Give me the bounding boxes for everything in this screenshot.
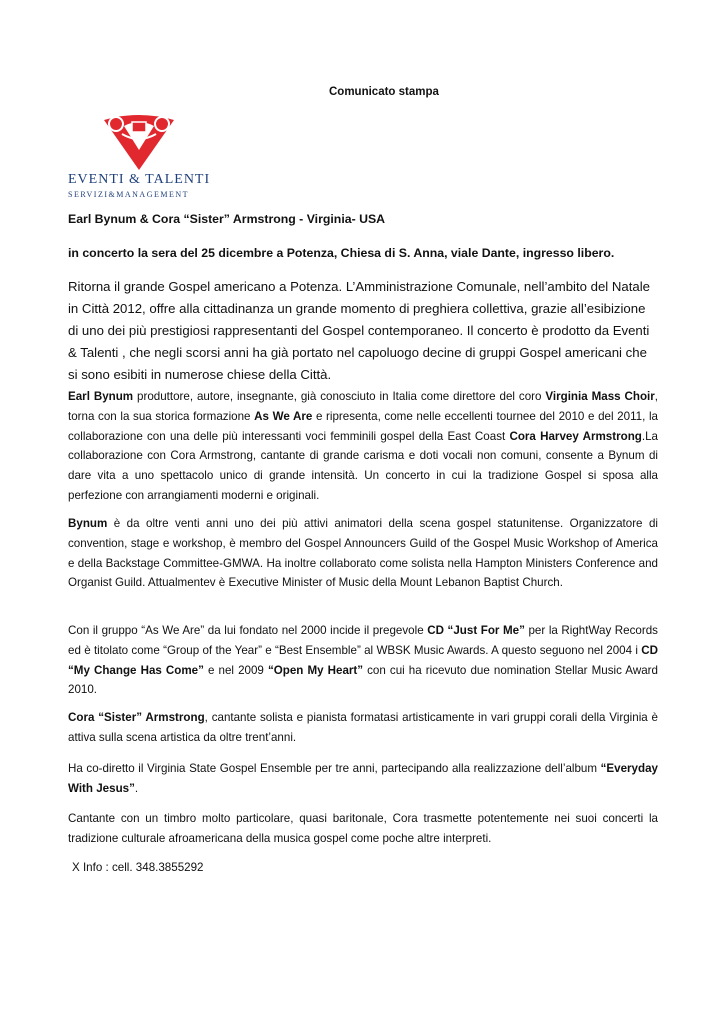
p1-bold-1: Earl Bynum: [68, 390, 134, 403]
logo-line2: SERVIZI&MANAGEMENT: [68, 190, 190, 199]
p3-text-4: con cui ha ricevuto due nomination Stellar Music Award 2010.: [68, 663, 658, 697]
p1-text-4: .La collaborazione con Cora Armstrong, cantante di grande carisma e doti vocali non comuni, consente a Bynum di dare vita a uno spettacolo unico di grande intensità. Un concerto in cui la tradizione Gospel si sposa alla perfezione con arrangiamenti moderni e originali.: [68, 429, 658, 502]
paragraph-2: [68, 514, 658, 593]
logo-mark-icon: [94, 112, 184, 174]
p1-text-1: produttore, autore, insegnante, già conosciuto in Italia come direttore del coro: [133, 390, 546, 403]
title-line1: Earl Bynum & Cora “Sister” Armstrong - Virginia- USA: [68, 212, 386, 226]
p3-bold-1: CD “Just For Me”: [427, 624, 525, 637]
paragraph-6: Cantante con un timbro molto particolare, quasi baritonale, Cora trasmette potentemente nei suoi concerti la tradizione culturale afroamericana della musica gospel come poche altre interpreti.: [68, 812, 658, 845]
eventi-talenti-logo: [68, 112, 218, 202]
p5-bold-1: “Everyday With Jesus”: [68, 762, 658, 795]
p1-text-2: , torna con la sua storica formazione: [68, 390, 658, 423]
document-header: Comunicato stampa: [329, 86, 439, 98]
p4-bold-1: Cora “Sister” Armstrong: [68, 711, 205, 724]
p3-text-1: Con il gruppo “As We Are” da lui fondato nel 2000 incide il pregevole: [68, 624, 428, 637]
p1-bold-3: As We Are: [254, 409, 313, 423]
p2-bold-1: Bynum: [68, 517, 108, 530]
p5-text-2: .: [134, 781, 139, 795]
p3-text-3: e nel 2009: [203, 663, 268, 677]
p3-text-2: per la RightWay Records ed è titolato come “Group of the Year” e “Best Ensemble” al WBSK Music Awards. A questo seguono nel 2004 i: [68, 624, 658, 657]
p2-text-1: è da oltre venti anni uno dei più attivi animatori della scena gospel statunitense. Organizzatore di convention, stage e workshop, è membro del Gospel Announcers Guild of the Gospel Music Workshop of America e della Backstage Committee-GMWA. Ha inoltre collaborato come solista nella Hampton Ministers Conference and Organist Guild. Attualmentev è Executive Minister of Music della Mount Lebanon Baptist Church.: [68, 517, 658, 590]
p1-bold-4: Cora Harvey Armstrong: [509, 429, 642, 443]
paragraph-1: [68, 387, 658, 506]
logo-line1: EVENTI & TALENTI: [68, 172, 211, 187]
p1-text-3: e ripresenta, come nelle eccellenti tournee del 2010 e del 2011, la collaborazione con una delle più interessanti voci femminili gospel della East Coast: [68, 409, 658, 443]
contact-info: X Info : cell. 348.3855292: [72, 861, 204, 874]
title-line2: in concerto la sera del 25 dicembre a Potenza, Chiesa di S. Anna, viale Dante, ingresso libero.: [68, 246, 615, 260]
p1-bold-2: Virginia Mass Choir: [545, 390, 655, 403]
paragraph-4: [68, 708, 658, 748]
p3-bold-3: “Open My Heart”: [267, 663, 364, 677]
lead-paragraph: Ritorna il grande Gospel americano a Potenza. L’Amministrazione Comunale, nell’ambito del Natale in Città 2012, offre alla cittadinanza un grande momento di preghiera collettiva, grazie all’esibizione di uno dei più prestigiosi rappresentanti del Gospel contemporaneo. Il concerto è prodotto da Eventi & Talenti , che negli scorsi anni ha già portato nel capoluogo decine di gruppi Gospel americani che si sono esibiti in numerose chiese della Città.: [68, 279, 651, 382]
p3-bold-2: CD “My Change Has Come”: [68, 643, 658, 677]
p5-text-1: Ha co-diretto il Virginia State Gospel Ensemble per tre anni, partecipando alla realizzazione dell’album: [68, 762, 601, 775]
paragraph-3: [68, 621, 658, 700]
p4-text-1: , cantante solista e pianista formatasi artisticamente in vari gruppi corali della Virginia è attiva sulla scena artistica da oltre trent’anni.: [68, 711, 658, 744]
paragraph-5: [68, 759, 658, 799]
